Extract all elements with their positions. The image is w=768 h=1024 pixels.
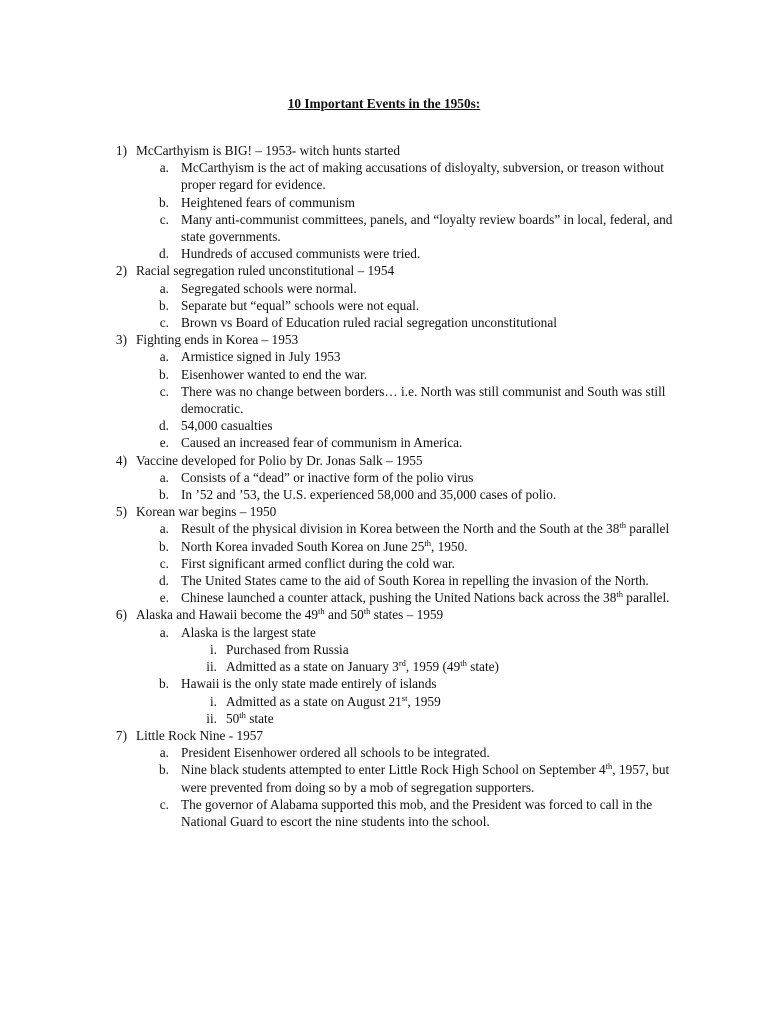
event-item: [0, 503, 768, 520]
list-marker: 7): [115, 727, 127, 743]
list-item-text: Caused an increased fear of communism in America.: [181, 435, 463, 451]
list-item-text: Brown vs Board of Education ruled racial segregation unconstitutional: [181, 315, 557, 331]
list-item-text: Admitted as a state on January 3rd, 1959 (49th state): [226, 658, 499, 675]
list-item-text: North Korea invaded South Korea on June 25th, 1950.: [181, 537, 468, 554]
list-marker: b.: [159, 194, 169, 210]
event-detail-item: [0, 348, 768, 365]
event-detail-item: [0, 280, 768, 297]
event-detail-item: [0, 417, 768, 434]
event-detail-item: [0, 744, 768, 761]
list-item-text: President Eisenhower ordered all schools to be integrated.: [181, 745, 490, 761]
list-marker: b.: [159, 366, 169, 382]
event-detail-item: [0, 366, 768, 383]
list-item-text: Eisenhower wanted to end the war.: [181, 366, 368, 382]
event-detail-item: [0, 245, 768, 262]
list-marker: d.: [159, 246, 169, 262]
list-item-text: Result of the physical division in Korea between the North and the South at the 38th parallel: [181, 520, 670, 537]
list-item-text: Heightened fears of communism: [181, 194, 355, 210]
list-marker: a.: [159, 160, 169, 176]
event-item: [0, 452, 768, 469]
list-item-text: Consists of a “dead” or inactive form of the polio virus: [181, 469, 474, 485]
list-item-text: There was no change between borders… i.e. North was still communist and South was still democratic.: [181, 383, 666, 417]
list-item-text: The governor of Alabama supported this mob, and the President was forced to call in the National Guard to escort the nine students into the school.: [181, 796, 653, 829]
list-marker: a.: [159, 521, 169, 537]
event-item: [0, 331, 768, 348]
list-marker: 2): [115, 263, 127, 279]
list-marker: b.: [159, 297, 169, 313]
list-item-text: Hawaii is the only state made entirely of islands: [181, 676, 437, 692]
list-item-text: Racial segregation ruled unconstitutional – 1954: [136, 263, 395, 279]
event-detail-item: [0, 675, 768, 692]
list-item-text: Chinese launched a counter attack, pushing the United Nations back across the 38th parallel.: [181, 589, 670, 606]
list-marker: 3): [115, 332, 127, 348]
document-title: 10 Important Events in the 1950s:: [287, 96, 481, 111]
list-marker: e.: [159, 435, 169, 451]
event-subdetail-item: [0, 658, 768, 675]
list-item-text: Little Rock Nine - 1957: [136, 727, 264, 743]
list-item-text: Many anti-communist committees, panels, and “loyalty review boards” in local, federal, and state governments.: [181, 211, 673, 245]
event-detail-item: [0, 589, 768, 606]
list-item-text: Admitted as a state on August 21st, 1959: [226, 692, 441, 709]
list-item-text: Korean war begins – 1950: [136, 504, 277, 520]
list-item-text: Vaccine developed for Polio by Dr. Jonas Salk – 1955: [136, 452, 423, 468]
list-marker: i.: [209, 641, 217, 657]
list-item-text: First significant armed conflict during the cold war.: [181, 555, 455, 571]
list-marker: ii.: [206, 659, 217, 675]
event-detail-item: [0, 555, 768, 572]
list-marker: a.: [159, 280, 169, 296]
list-marker: c.: [159, 315, 169, 331]
list-marker: 4): [115, 452, 127, 468]
event-detail-item: [0, 194, 768, 211]
list-item-text: Purchased from Russia: [226, 641, 349, 657]
list-marker: c.: [159, 211, 169, 227]
event-detail-item: [0, 383, 768, 417]
event-item: [0, 727, 768, 744]
event-detail-item: [0, 520, 768, 537]
list-item-text: Hundreds of accused communists were tried.: [181, 246, 421, 262]
list-item-text: Fighting ends in Korea – 1953: [136, 332, 299, 348]
event-item: [0, 142, 768, 159]
event-detail-item: [0, 761, 768, 795]
list-marker: a.: [159, 624, 169, 640]
event-detail-item: [0, 314, 768, 331]
list-item-text: McCarthyism is BIG! – 1953- witch hunts started: [136, 143, 401, 158]
list-item-text: The United States came to the aid of South Korea in repelling the invasion of the North.: [181, 573, 649, 589]
event-detail-item: [0, 211, 768, 245]
list-marker: b.: [159, 762, 169, 778]
list-marker: b.: [159, 538, 169, 554]
list-marker: i.: [209, 693, 217, 709]
list-item-text: McCarthyism is the act of making accusations of disloyalty, subversion, or treason without proper regard for evidence.: [181, 160, 664, 193]
event-item: [0, 262, 768, 279]
event-detail-item: [0, 624, 768, 641]
list-marker: c.: [159, 383, 169, 399]
list-marker: b.: [159, 676, 169, 692]
list-marker: a.: [159, 349, 169, 365]
list-marker: 1): [115, 143, 127, 158]
event-detail-item: [0, 796, 768, 830]
list-marker: 5): [115, 504, 127, 520]
list-marker: b.: [159, 487, 169, 503]
event-subdetail-item: [0, 641, 768, 658]
list-marker: d.: [159, 573, 169, 589]
event-detail-item: [0, 159, 768, 193]
event-detail-item: [0, 434, 768, 451]
list-marker: c.: [159, 796, 169, 812]
list-item-text: Alaska and Hawaii become the 49th and 50th states – 1959: [136, 606, 444, 623]
list-item-text: Alaska is the largest state: [181, 624, 316, 640]
list-marker: a.: [159, 469, 169, 485]
list-item-text: Nine black students attempted to enter Little Rock High School on September 4th, 1957, but were prevented from doing so by a mob of segregation supporters.: [181, 761, 670, 795]
list-item-text: 50th state: [226, 709, 274, 726]
list-marker: e.: [159, 590, 169, 606]
list-item-text: 54,000 casualties: [181, 418, 273, 434]
event-detail-item: [0, 297, 768, 314]
event-detail-item: [0, 538, 768, 555]
list-item-text: Separate but “equal” schools were not equal.: [181, 297, 420, 313]
event-detail-item: [0, 469, 768, 486]
event-detail-item: [0, 572, 768, 589]
list-marker: d.: [159, 418, 169, 434]
list-item-text: Segregated schools were normal.: [181, 280, 357, 296]
list-item-text: Armistice signed in July 1953: [181, 349, 341, 365]
list-marker: c.: [159, 555, 169, 571]
event-list: [0, 142, 768, 830]
event-subdetail-item: [0, 693, 768, 710]
list-item-text: In ’52 and ’53, the U.S. experienced 58,000 and 35,000 cases of polio.: [181, 487, 557, 503]
list-marker: ii.: [206, 710, 217, 726]
event-subdetail-item: [0, 710, 768, 727]
event-detail-item: [0, 486, 768, 503]
list-marker: 6): [115, 607, 127, 623]
event-item: [0, 606, 768, 623]
list-marker: a.: [159, 745, 169, 761]
